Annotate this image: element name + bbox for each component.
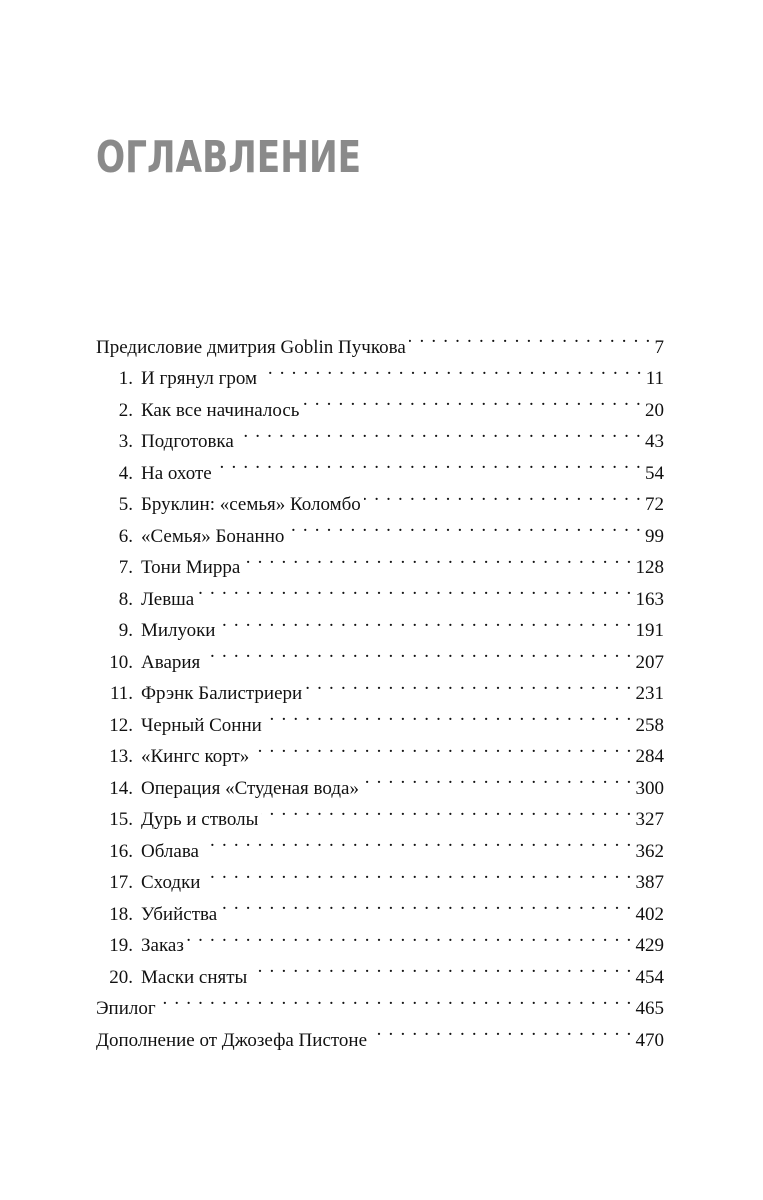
dot-leader: [243, 542, 632, 574]
page-title: ОГЛАВЛЕНИЕ: [96, 132, 362, 183]
toc-entry-number: 14.: [109, 777, 133, 799]
dot-leader: [409, 321, 652, 353]
toc-entry-title: Тони Мирра: [141, 557, 241, 578]
toc-entry-title: Дополнение от Джозефа Пистоне: [96, 1029, 368, 1051]
toc-entry-page-number: 72: [645, 494, 664, 515]
toc-entry-page-number: 99: [645, 525, 664, 547]
toc-entry-page-number: 387: [635, 872, 664, 893]
toc-entry-title: Облава: [141, 840, 199, 862]
toc-entry-title: На охоте: [141, 462, 212, 484]
toc-entry-title: Предисловие дмитрия Goblin Пучкова: [96, 336, 406, 358]
toc-entry-page-number: 465: [635, 998, 664, 1019]
dot-leader: [220, 888, 632, 920]
toc-entry-page-number: 54: [645, 462, 664, 484]
toc-entry-title: Дурь и стволы: [141, 809, 259, 830]
toc-entry-number: 18.: [109, 903, 133, 925]
toc-entry-title: Как все начиналось: [141, 399, 300, 421]
dot-leader: [203, 857, 632, 889]
toc-entry: [96, 1014, 664, 1051]
toc-entry-number: 19.: [109, 935, 133, 956]
toc-entry-page-number: 163: [635, 588, 664, 610]
toc-entry-number: 17.: [109, 872, 133, 893]
dot-leader: [218, 605, 632, 637]
toc-entry-page-number: 454: [635, 966, 664, 988]
toc-entry-page-number: 7: [654, 336, 664, 358]
toc-entry-page-number: 429: [635, 935, 664, 956]
dot-leader: [265, 699, 633, 731]
dot-leader: [362, 762, 633, 794]
toc-entry-title: Сходки: [141, 872, 201, 893]
dot-leader: [202, 825, 633, 857]
toc-entry-page-number: 470: [635, 1029, 664, 1051]
toc-entry-number: 7.: [118, 557, 133, 578]
toc-entry-page-number: 362: [635, 840, 664, 862]
dot-leader: [187, 920, 633, 952]
toc-entry-title: И грянул гром: [141, 368, 258, 389]
dot-leader: [252, 731, 632, 763]
dot-leader: [215, 447, 642, 479]
dot-leader: [197, 573, 632, 605]
dot-leader: [237, 416, 642, 448]
toc-entry: [96, 321, 664, 358]
toc-entry-number: 8.: [118, 588, 133, 610]
toc-entry: [96, 983, 664, 1019]
toc-entry-page-number: 128: [635, 557, 664, 578]
toc-entry-page-number: 231: [635, 683, 664, 704]
toc-entry-number: 20.: [109, 966, 133, 988]
toc-entry-page-number: 191: [635, 620, 664, 641]
toc-entry-title: Фрэнк Балистриери: [141, 683, 303, 704]
dot-leader: [159, 983, 633, 1015]
toc-entry-title: Эпилог: [96, 998, 156, 1019]
toc-entry-title: «Кингс корт»: [141, 746, 250, 767]
toc-entry-title: Маски сняты: [141, 966, 248, 988]
toc-entry-page-number: 258: [635, 714, 664, 736]
toc-entry-page-number: 300: [635, 777, 664, 799]
toc-entry-page-number: 402: [635, 903, 664, 925]
toc-entry-number: 9.: [118, 620, 133, 641]
toc-entry-title: Левша: [141, 588, 195, 610]
toc-entry-title: Заказ: [141, 935, 184, 956]
toc-entry-number: 10.: [109, 651, 133, 673]
dot-leader: [250, 951, 632, 983]
dot-leader: [261, 794, 632, 826]
toc-entry-title: Подготовка: [141, 431, 234, 452]
toc-entry-title: Убийства: [141, 903, 218, 925]
toc-entry-number: 2.: [118, 399, 133, 421]
toc-entry-number: 1.: [118, 368, 133, 389]
toc-entry-page-number: 284: [635, 746, 664, 767]
table-of-contents: [96, 321, 664, 1051]
toc-entry-title: «Семья» Бонанно: [141, 525, 285, 547]
dot-leader: [260, 353, 643, 385]
toc-entry-page-number: 43: [645, 431, 664, 452]
dot-leader: [302, 384, 642, 416]
toc-entry-number: 3.: [118, 431, 133, 452]
toc-entry-title: Черный Сонни: [141, 714, 262, 736]
toc-entry-number: 12.: [109, 714, 133, 736]
toc-entry-title: Милуоки: [141, 620, 216, 641]
toc-entry-number: 15.: [109, 809, 133, 830]
toc-entry-number: 4.: [118, 462, 133, 484]
toc-entry-number: 5.: [118, 494, 133, 515]
toc-entry-number: 11.: [109, 683, 133, 704]
toc-entry-title: Бруклин: «семья» Коломбо: [141, 494, 361, 515]
toc-entry-page-number: 20: [645, 399, 664, 421]
toc-entry-number: 16.: [109, 840, 133, 862]
toc-entry-title: Операция «Студеная вода»: [141, 777, 359, 799]
dot-leader: [305, 668, 632, 700]
dot-leader: [203, 636, 632, 668]
dot-leader: [287, 510, 642, 542]
toc-entry-number: 13.: [109, 746, 133, 767]
toc-entry-page-number: 327: [635, 809, 664, 830]
toc-entry-page-number: 207: [635, 651, 664, 673]
toc-entry-number: 6.: [118, 525, 133, 547]
toc-entry-title: Авария: [141, 651, 201, 673]
toc-entry-page-number: 11: [645, 368, 664, 389]
dot-leader: [370, 1014, 632, 1046]
dot-leader: [364, 479, 642, 511]
